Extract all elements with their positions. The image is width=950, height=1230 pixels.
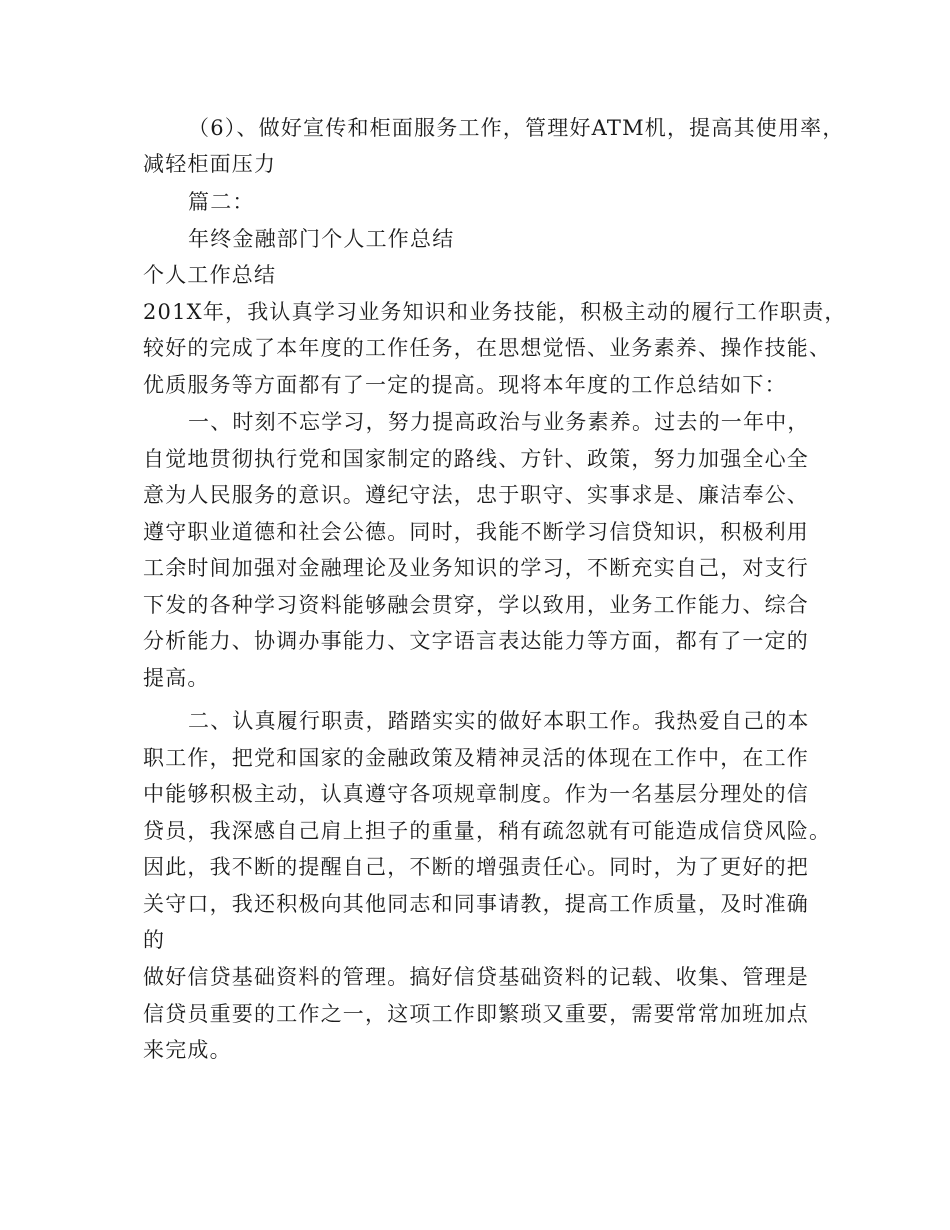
text-line-1: （6）、做好宣传和柜面服务工作，管理好ATM机，提高其使用率，: [188, 116, 845, 140]
text-line-14: 下发的各种学习资料能够融会贯穿，学以致用，业务工作能力、综合: [143, 593, 809, 617]
text-line-15: 分析能力、协调办事能力、文字语言表达能力等方面，都有了一定的: [143, 629, 809, 653]
text-line-22: 关守口，我还积极向其他同志和同事请教，提高工作质量，及时准确: [143, 892, 809, 916]
text-line-13: 工余时间加强对金融理论及业务知识的学习，不断充实自己，对支行: [143, 556, 809, 580]
text-line-16: 提高。: [143, 666, 210, 690]
text-line-11: 意为人民服务的意识。遵纪守法，忠于职守、实事求是、廉洁奉公、: [143, 483, 809, 507]
text-line-19: 中能够积极主动，认真遵守各项规章制度。作为一名基层分理处的信: [143, 782, 809, 806]
text-line-8: 优质服务等方面都有了一定的提高。现将本年度的工作总结如下：: [143, 373, 787, 397]
text-line-6: 201X年，我认真学习业务知识和业务技能，积极主动的履行工作职责，: [143, 300, 847, 324]
section-heading: 篇二：: [188, 190, 255, 214]
text-line-20: 贷员，我深感自己肩上担子的重量，稍有疏忽就有可能造成信贷风险。: [143, 819, 832, 843]
document-subtitle: 个人工作总结: [143, 263, 277, 287]
text-line-12: 遵守职业道德和社会公德。同时，我能不断学习信贷知识，积极利用: [143, 520, 809, 544]
text-line-18: 职工作，把党和国家的金融政策及精神灵活的体现在工作中，在工作: [143, 746, 809, 770]
text-line-10: 自觉地贯彻执行党和国家制定的路线、方针、政策，努力加强全心全: [143, 447, 809, 471]
text-line-17: 二、认真履行职责，踏踏实实的做好本职工作。我热爱自己的本: [188, 709, 810, 733]
text-line-7: 较好的完成了本年度的工作任务，在思想觉悟、业务素养、操作技能、: [143, 336, 832, 360]
document-title: 年终金融部门个人工作总结: [188, 227, 455, 251]
text-line-24: 做好信贷基础资料的管理。搞好信贷基础资料的记载、收集、管理是: [143, 965, 809, 989]
text-line-9: 一、时刻不忘学习，努力提高政治与业务素养。过去的一年中，: [188, 410, 810, 434]
text-line-26: 来完成。: [143, 1038, 232, 1062]
text-line-21: 因此，我不断的提醒自己，不断的增强责任心。同时，为了更好的把: [143, 855, 809, 879]
text-line-23: 的: [143, 928, 166, 952]
text-line-2: 减轻柜面压力: [143, 152, 277, 176]
text-line-25: 信贷员重要的工作之一，这项工作即繁琐又重要，需要常常加班加点: [143, 1002, 809, 1026]
